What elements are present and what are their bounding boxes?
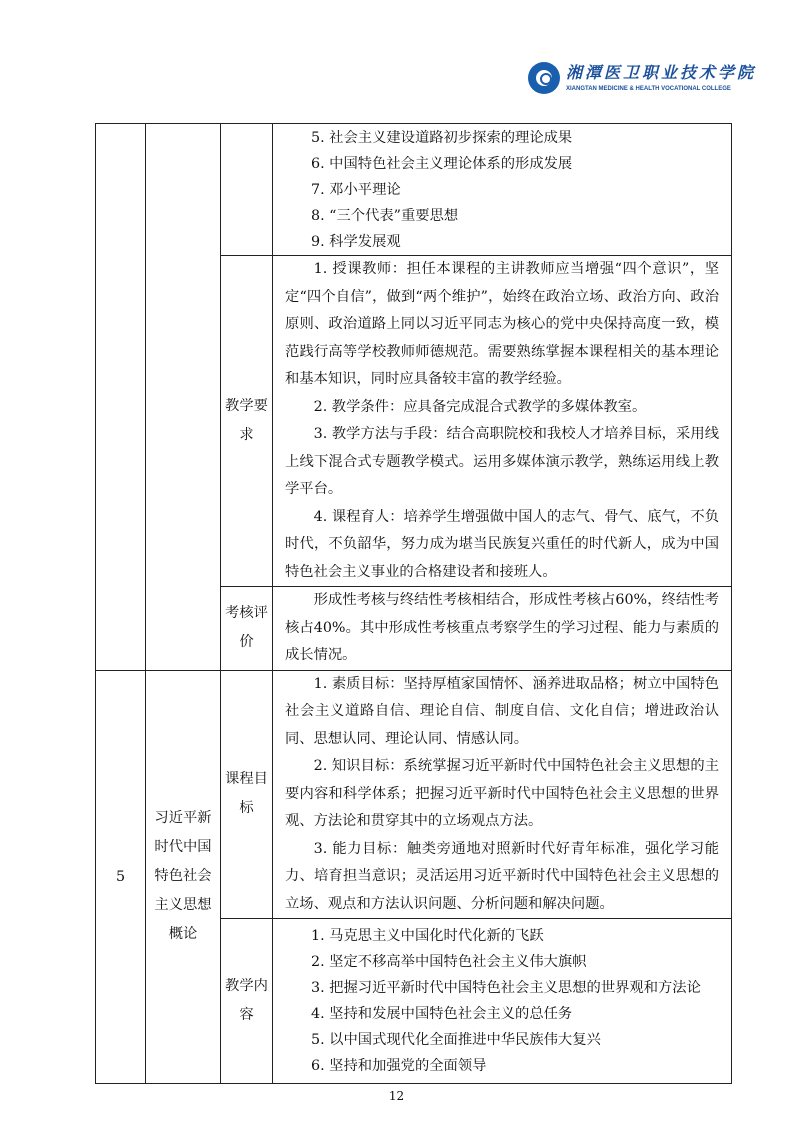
paragraph: 2. 教学条件：应具备完成混合式教学的多媒体教室。 bbox=[313, 398, 647, 415]
paragraph: 1. 素质目标：坚持厚植家国情怀、涵养进取品格；树立中国特色社会主义道路自信、理论自信、制度自信、文化自信；增进政治认同、思想认同、理论认同、情感认同。 bbox=[285, 675, 719, 747]
assessment-label: 考核评价 bbox=[221, 587, 273, 671]
course-name bbox=[146, 670, 221, 1084]
objectives-label: 课程目标 bbox=[221, 670, 273, 919]
objectives-content bbox=[273, 670, 732, 919]
requirements-label: 教学要求 bbox=[221, 256, 273, 587]
list-item: 5. 以中国式现代化全面推进中华民族伟大复兴 bbox=[311, 1032, 601, 1048]
page-number: 12 bbox=[388, 1089, 405, 1103]
assessment-content bbox=[273, 587, 732, 671]
course-number: 5 bbox=[96, 670, 146, 1084]
content-label: 教学内容 bbox=[221, 919, 273, 1084]
list-item: 3. 把握习近平新时代中国特色社会主义思想的世界观和方法论 bbox=[311, 980, 701, 996]
requirements-content bbox=[273, 256, 732, 587]
teaching-content-list bbox=[273, 919, 732, 1084]
list-item: 8. “三个代表”重要思想 bbox=[311, 207, 459, 224]
paragraph: 2. 知识目标：系统掌握习近平新时代中国特色社会主义思想的主要内容和科学体系；把握习近平新时代中国特色社会主义思想的世界观、方法论和贯穿其中的立场观点方法。 bbox=[285, 758, 719, 829]
content-list bbox=[273, 124, 732, 256]
paragraph: 3. 教学方法与手段：结合高职院校和我校人才培养目标，采用线上线下混合式专题教学模式。运用多媒体演示教学，熟练运用线上教学平台。 bbox=[285, 426, 719, 497]
list-item: 6. 坚持和加强党的全面领导 bbox=[311, 1058, 487, 1074]
logo-cn: 湘潭医卫职业技术学院 bbox=[566, 63, 757, 82]
list-item: 2. 坚定不移高举中国特色社会主义伟大旗帜 bbox=[311, 954, 587, 970]
list-item: 1. 马克思主义中国化时代化新的飞跃 bbox=[311, 928, 544, 944]
list-item: 5. 社会主义建设道路初步探索的理论成果 bbox=[311, 129, 573, 146]
logo-en: XIANGTAN MEDICINE & HEALTH VOCATIONAL COLLEGE bbox=[566, 86, 731, 92]
course-table bbox=[95, 123, 732, 1084]
empty-course-cell bbox=[146, 124, 221, 671]
paragraph: 形成性考核与终结性考核相结合，形成性考核占60%，终结性考核占40%。其中形成性考核重点考察学生的学习过程、能力与素质的成长情况。 bbox=[285, 592, 719, 663]
paragraph: 4. 课程育人：培养学生增强做中国人的志气、骨气、底气，不负时代，不负韶华，努力成为堪当民族复兴重任的时代新人，成为中国特色社会主义事业的合格建设者和接班人。 bbox=[285, 508, 719, 580]
paragraph: 1. 授课教师：担任本课程的主讲教师应当增强“四个意识”，坚定“四个自信”，做到“两个维护”，始终在政治立场、政治方向、政治原则、政治道路上同以习近平同志为核心的党中央保持高度一致，模范践行高等学校教师师德规范。需要熟练掌握本课程相关的基本理论和基本知识，同时应具备较丰富的教学经验。 bbox=[285, 261, 719, 387]
empty-label-cell bbox=[221, 124, 273, 256]
college-logo bbox=[528, 62, 756, 94]
list-item: 6. 中国特色社会主义理论体系的形成发展 bbox=[311, 155, 573, 172]
empty-number-cell bbox=[96, 124, 146, 671]
paragraph: 3. 能力目标：触类旁通地对照新时代好青年标准，强化学习能力、培育担当意识；灵活运用习近平新时代中国特色社会主义思想的立场、观点和方法认识问题、分析问题和解决问题。 bbox=[285, 840, 719, 912]
college-seal-icon bbox=[528, 62, 560, 94]
list-item: 4. 坚持和发展中国特色社会主义的总任务 bbox=[311, 1006, 573, 1022]
course-name-text: 习近平新时代中国特色社会主义思想概论 bbox=[154, 810, 212, 943]
list-item: 9. 科学发展观 bbox=[311, 233, 401, 250]
list-item: 7. 邓小平理论 bbox=[311, 181, 401, 198]
